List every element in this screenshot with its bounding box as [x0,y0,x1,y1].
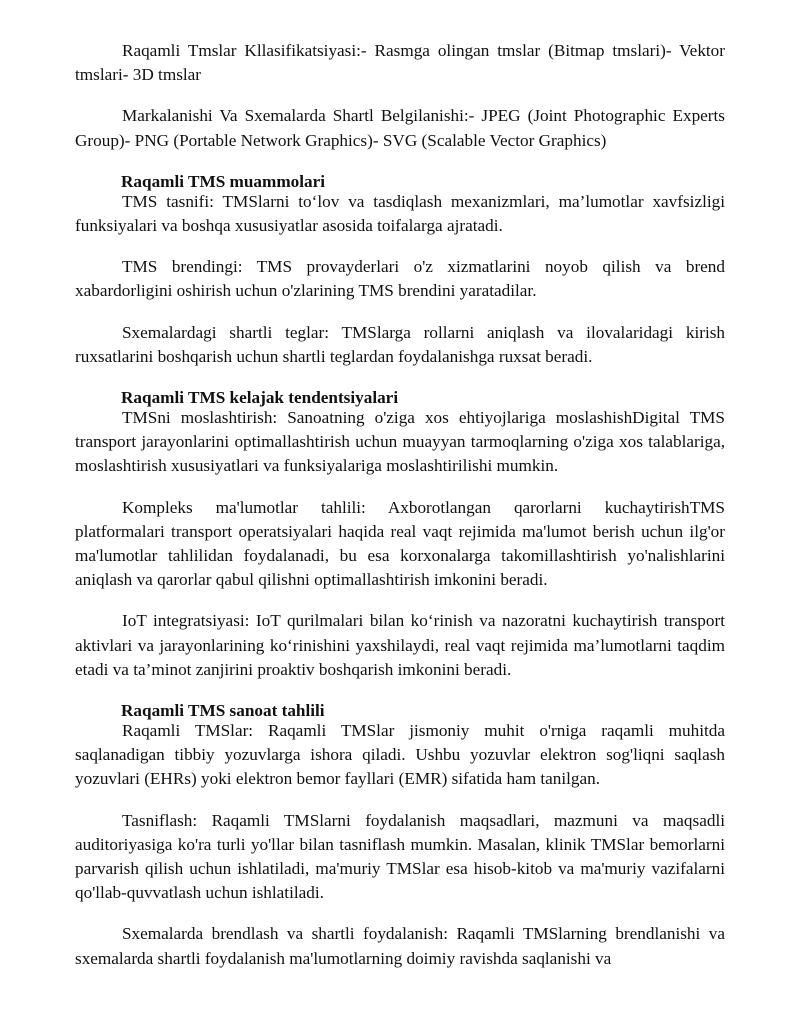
paragraph: TMSni moslashtirish: Sanoatning o'ziga xos ehtiyojlariga moslashishDigital TMS transport jarayonlarini optimallashtirish uchun muayyan tarmoqlarning o'ziga xos talablariga, moslashtirish xususiyatlari va funksiyalariga moslashtirilishi mumkin. [75,408,725,476]
intro-paragraph-formats: Markalanishi Va Sxemalarda Shartl Belgilanishi:- JPEG (Joint Photographic Experts Group)- PNG (Portable Network Graphics)- SVG (Scalable Vector Graphics) [75,106,725,150]
section-future-trends [75,386,725,682]
paragraph: Sxemalarda brendlash va shartli foydalanish: Raqamli TMSlarning brendlanishi va sxemalarda shartli foydalanish ma'lumotlarning doimiy ravishda saqlanishi va [75,924,725,968]
paragraph: Raqamli TMSlar: Raqamli TMSlar jismoniy muhit o'rniga raqamli muhitda saqlanadigan tibbiy yozuvlarga ishora qiladi. Ushbu yozuvlar elektron sog'liqni saqlash yozuvlari (EHRs) yoki elektron bemor fayllari (EMR) sifatida ham tanilgan. [75,721,725,789]
section-problems [75,170,725,369]
paragraph: Kompleks ma'lumotlar tahlili: Axborotlangan qarorlarni kuchaytirishTMS platformalari transport operatsiyalari haqida real vaqt rejimida ma'lumot berish uchun ilg'or ma'lumotlar tahlilidan foydalanadi, bu esa korxonalarga takomillashtirish yo'nalishlarini aniqlash va qarorlar qabul qilishni optimallashtirish imkonini beradi. [75,497,725,590]
section-heading: Raqamli TMS muammolari [121,171,326,191]
paragraph: TMS tasnifi: TMSlarni to‘lov va tasdiqlash mexanizmlari, ma’lumotlar xavfsizligi funksiyalari va boshqa xususiyatlar asosida toifalarga ajratadi. [75,191,725,236]
paragraph: TMS brendingi: TMS provayderlari o'z xizmatlarini noyob qilish va brend xabardorligini oshirish uchun o'zlarining TMS brendini yaratadilar. [75,257,725,301]
paragraph: Tasniflash: Raqamli TMSlarni foydalanish maqsadlari, mazmuni va maqsadli auditoriyasiga ko'ra turli yo'llar bilan tasniflash mumkin. Masalan, klinik TMSlar bemorlarni parvarish qilish uchun ishlatiladi, ma'muriy TMSlar esa hisob-kitob va ma'muriy vazifalarni qo'llab-quvvatlash uchun ishlatiladi. [75,810,725,903]
section-heading: Raqamli TMS kelajak tendentsiyalari [121,388,399,408]
section-industry-analysis [75,699,725,971]
section-heading: Raqamli TMS sanoat tahlili [121,701,325,721]
intro-paragraph-classification: Raqamli Tmslar Kllasifikatsiyasi:- Rasmga olingan tmslar (Bitmap tmslari)- Vektor tmslari- 3D tmslar [75,41,725,85]
paragraph: IoT integratsiyasi: IoT qurilmalari bilan ko‘rinish va nazoratni kuchaytirish transport aktivlari va jarayonlarining ko‘rinishini yaxshilaydi, real vaqt rejimida ma’lumotlarni taqdim etadi va ta’minot zanjirini proaktiv boshqarish imkonini beradi. [75,611,725,679]
paragraph: Sxemalardagi shartli teglar: TMSlarga rollarni aniqlash va ilovalaridagi kirish ruxsatlarini boshqarish uchun shartli teglardan foydalanishga ruxsat beradi. [75,322,725,366]
